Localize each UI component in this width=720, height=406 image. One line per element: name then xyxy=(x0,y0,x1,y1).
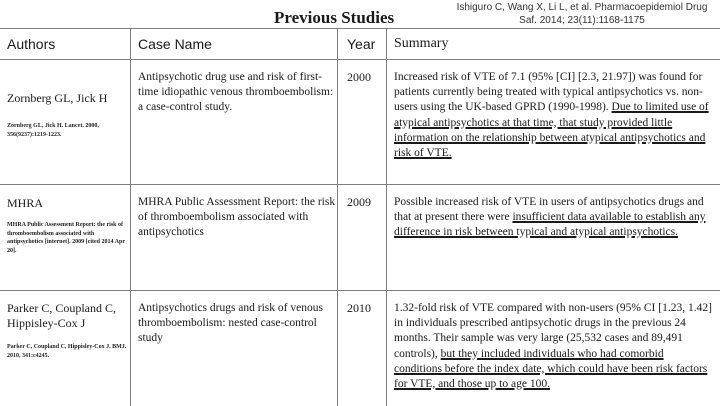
year-value: 2000 xyxy=(347,70,371,84)
case-name: Antipsychotics drugs and risk of venous thromboembolism: nested case-control study xyxy=(138,302,323,344)
author-reference: MHRA Public Assessment Report: the risk of thromboembolism associated with antipsychotics [internet]. 2009 [cited 2014 Apr 20]. xyxy=(7,222,125,254)
table-header-row xyxy=(0,29,720,60)
slide-title: Previous Studies xyxy=(274,8,395,27)
summary-text: 1.32-fold risk of VTE compared with non-users (95% CI [1.23, 1.42] in individuals prescribed antipsychotic drugs in the previous 24 months. Their sample was very large (25,532 cases and 89,491 controls), but they included individuals who had comorbid conditions before the index date, which could have been risk factors for VTE, and those up to age 100. xyxy=(394,302,712,391)
author-reference: Zornberg GL, Jick H. Lancet. 2000, 356(9237):1219-1223. xyxy=(7,123,99,138)
studies-table xyxy=(0,28,720,406)
summary-text: Possible increased risk of VTE in users of antipsychotics drugs and that at present there were insufficient data available to establish any difference in risk between typical and atypical antipsychotics. xyxy=(394,196,706,239)
case-name: MHRA Public Assessment Report: the risk of thromboembolism associated with antipsychotics xyxy=(138,196,336,238)
header-authors: Authors xyxy=(7,36,56,52)
case-name: Antipsychotic drug use and risk of first-time idiopathic venous thromboembolism: a case-control study. xyxy=(138,71,334,113)
summary-highlight: but they included individuals who had comorbid conditions before the index date, which could have been risk factors for VTE, and those up to age 100. xyxy=(394,347,708,391)
author-reference: Parker C, Coupland C, Hippisley-Cox J. BMJ. 2010, 341:c4245. xyxy=(7,344,127,359)
author-name: Parker C, Coupland C, Hippisley-Cox J xyxy=(7,301,116,330)
summary-text: Increased risk of VTE of 7.1 (95% [CI] [2.3, 21.97]) was found for patients currently being treated with typical antipsychotics vs. non-users using the UK-based GPRD (1990-1998). Due to limited use of atypical antipsychotics at that time, that study provided little information on the relationship between atypical antipsychotics and risk of VTE. xyxy=(394,71,709,160)
table-row xyxy=(0,185,720,291)
author-name: MHRA xyxy=(7,196,44,210)
summary-highlight: Due to limited use of atypical antipsychotics at that time, that study provided little information on the relationship between atypical antipsychotics and risk of VTE. xyxy=(394,101,709,160)
table-row xyxy=(0,60,720,185)
author-name: Zornberg GL, Jick H xyxy=(7,91,108,105)
year-value: 2010 xyxy=(347,301,371,315)
header-year: Year xyxy=(347,36,376,52)
header-summary: Summary xyxy=(394,36,449,51)
table-row xyxy=(0,291,720,406)
year-value: 2009 xyxy=(347,195,371,209)
header-case-name: Case Name xyxy=(138,36,212,52)
summary-highlight: insufficient data available to establish any difference in risk between typical and atypical antipsychotics. xyxy=(394,211,706,239)
citation: Ishiguro C, Wang X, Li L, et al. Pharmacoepidemiol Drug Saf. 2014; 23(11):1168-1175 xyxy=(456,2,708,26)
